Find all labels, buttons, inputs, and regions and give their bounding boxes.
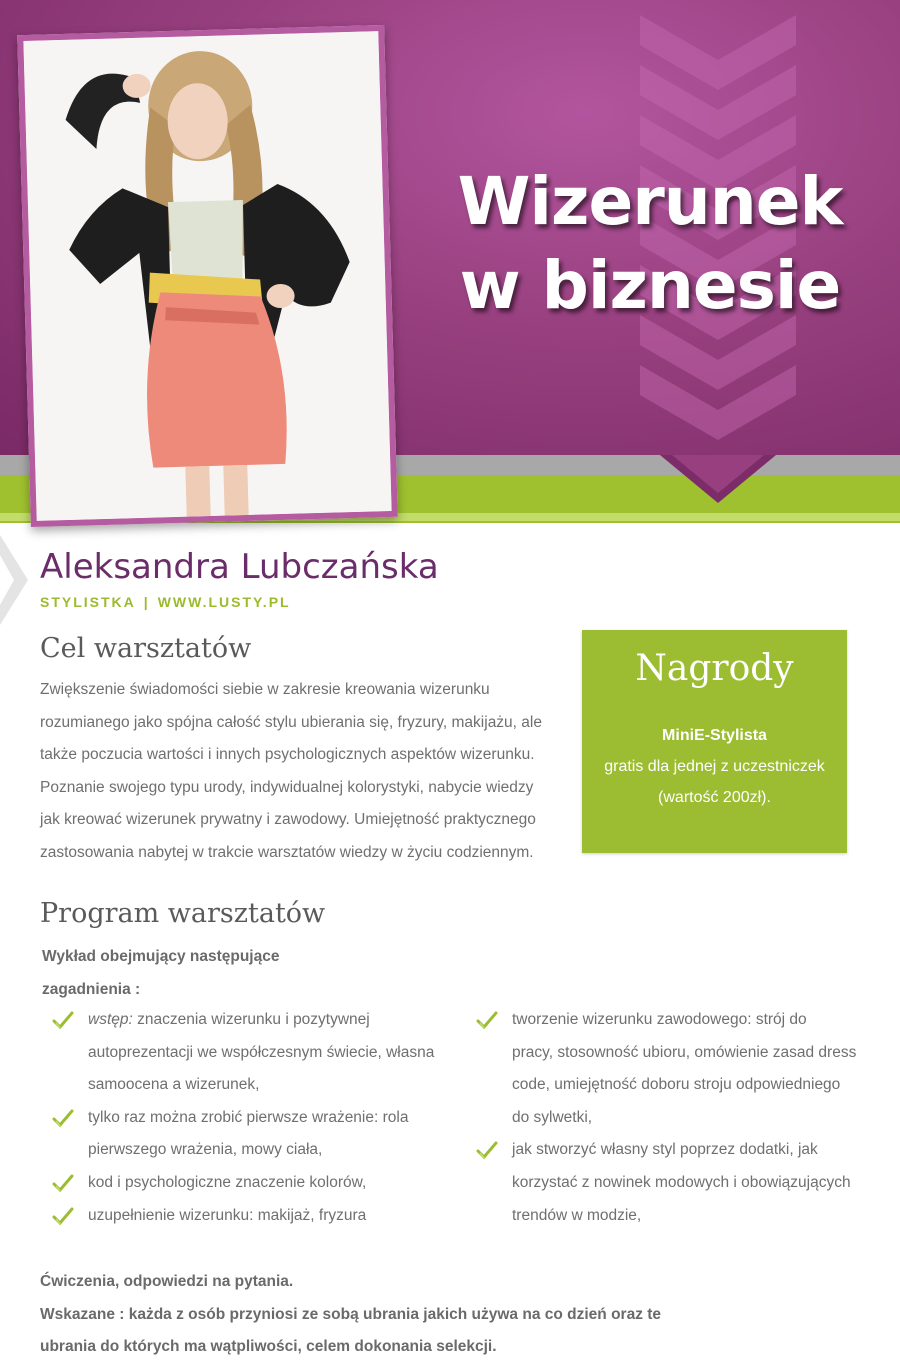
prize-description	[582, 751, 847, 813]
presenter-role: STYLISTKA	[40, 594, 136, 610]
checkmark-icon	[52, 1173, 74, 1195]
arrow-decoration	[0, 535, 30, 655]
program-list-right	[468, 1004, 888, 1232]
presenter-subline	[40, 594, 291, 610]
list-item-text: code, umiejętność doboru stroju odpowiedniego	[512, 1076, 841, 1094]
goal-line: jak kreować wizerunek prywatny i zawodowy. Umiejętność praktycznego	[40, 811, 536, 829]
program-list-left	[44, 1004, 464, 1232]
list-item	[44, 1200, 464, 1233]
list-item	[468, 1004, 888, 1134]
goal-paragraph	[40, 674, 560, 870]
list-item	[44, 1167, 464, 1200]
goal-line: Zwiększenie świadomości siebie w zakresie kreowania wizerunku	[40, 681, 490, 698]
program-intro-line: zagadnienia :	[42, 981, 141, 998]
separator: |	[143, 594, 150, 610]
checkmark-icon	[476, 1140, 498, 1162]
prize-box	[582, 630, 847, 853]
title-line-2: w biznesie	[459, 247, 841, 324]
goal-line: rozumianego jako spójna całość stylu ubierania się, fryzury, makijażu, ale	[40, 713, 542, 731]
list-item-text: tylko raz można zrobić pierwsze wrażenie: rola	[88, 1108, 409, 1126]
footer-line: Wskazane : każda z osób przyniosi ze sobą ubrania jakich używa na co dzień oraz te	[40, 1305, 662, 1323]
list-item-text: uzupełnienie wizerunku: makijaż, fryzura	[88, 1206, 367, 1224]
program-heading: Program warsztatów	[40, 898, 326, 929]
title-line-1: Wizerunek	[457, 163, 843, 240]
presenter-website-link[interactable]: WWW.LUSTY.PL	[157, 594, 291, 610]
list-item-text: trendów w modzie,	[512, 1206, 642, 1224]
list-item-text: kod i psychologiczne znaczenie kolorów,	[88, 1173, 367, 1191]
goal-line: zastosowania nabytej w trakcie warsztatów wiedzy w życiu codziennym.	[40, 843, 534, 861]
list-item-text: tworzenie wizerunku zawodowego: strój do	[512, 1011, 807, 1028]
program-intro-line: Wykład obejmujący następujące	[42, 948, 280, 965]
prize-name: MiniE-Stylista	[662, 727, 767, 744]
program-intro	[42, 940, 279, 1006]
checkmark-icon	[52, 1108, 74, 1130]
list-item-text: do sylwetki,	[512, 1108, 593, 1126]
list-item-text: pracy, stosowność ubioru, omówienie zasad dress	[512, 1043, 857, 1061]
footer-line: ubrania do których ma wątpliwości, celem dokonania selekcji.	[40, 1338, 497, 1356]
model-photo	[17, 25, 398, 527]
page-title	[420, 160, 880, 328]
prize-line: gratis dla jednej z uczestniczek	[604, 758, 825, 775]
list-item-text: jak stworzyć własny styl poprzez dodatki, jak	[512, 1141, 818, 1159]
list-item-text: korzystać z nowinek modowych i obowiązujących	[512, 1173, 851, 1191]
list-item-text: samoocena a wizerunek,	[88, 1076, 260, 1094]
presenter-name: Aleksandra Lubczańska	[40, 547, 439, 587]
goal-line: Poznanie swojego typu urody, indywidualnej kolorystyki, nabycie wiedzy	[40, 778, 534, 796]
footer-notes	[40, 1266, 680, 1364]
list-item	[44, 1102, 464, 1167]
checkmark-icon	[476, 1010, 498, 1032]
list-item	[44, 1004, 464, 1102]
list-item	[468, 1134, 888, 1232]
goal-heading: Cel warsztatów	[40, 633, 252, 664]
checkmark-icon	[52, 1206, 74, 1228]
prize-line: (wartość 200zł).	[658, 789, 771, 806]
checkmark-icon	[52, 1010, 74, 1032]
list-item-text: pierwszego wrażenia, mowy ciała,	[88, 1141, 323, 1159]
footer-line: Ćwiczenia, odpowiedzi na pytania.	[40, 1273, 294, 1290]
list-item-text: autoprezentacji we współczesnym świecie, własna	[88, 1043, 435, 1061]
goal-line: także poczucia wartości i innych psychologicznych aspektów wizerunku.	[40, 746, 535, 764]
prize-heading: Nagrody	[635, 648, 794, 689]
list-item-label: wstęp:	[88, 1011, 133, 1028]
list-item-text: znaczenia wizerunku i pozytywnej	[137, 1011, 370, 1028]
